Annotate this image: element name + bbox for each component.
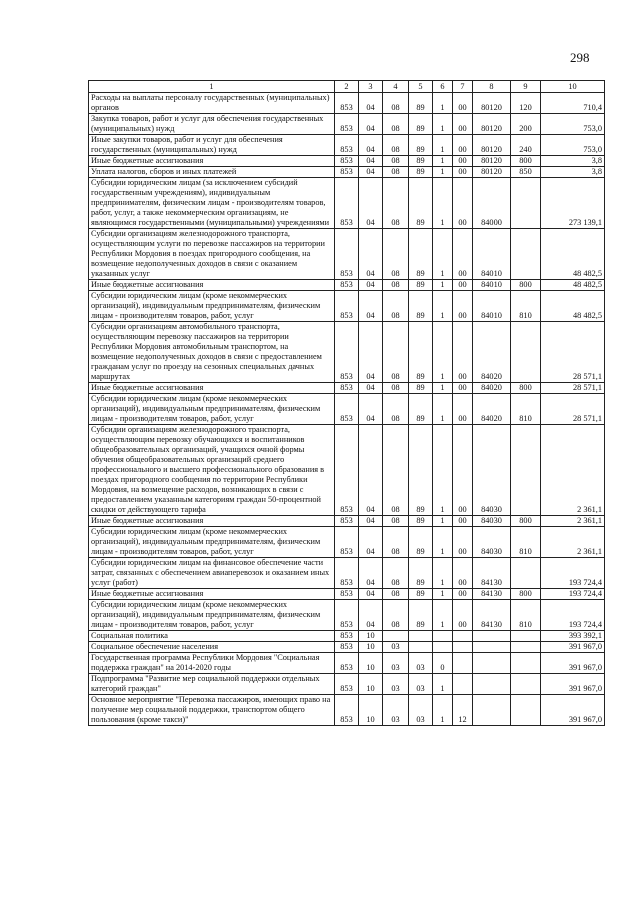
activity-cell (453, 674, 473, 695)
code-cell: 853 (335, 589, 359, 600)
program-cell: 03 (409, 653, 433, 674)
program-cell: 89 (409, 114, 433, 135)
code-cell: 853 (335, 135, 359, 156)
subsection-cell: 08 (383, 322, 409, 383)
program-cell (409, 642, 433, 653)
subsection-cell: 03 (383, 642, 409, 653)
subsection-cell: 08 (383, 383, 409, 394)
section-cell: 04 (359, 178, 383, 229)
activity-cell (453, 653, 473, 674)
section-cell: 04 (359, 114, 383, 135)
program-cell: 03 (409, 674, 433, 695)
section-cell: 10 (359, 642, 383, 653)
subprogram-cell: 1 (433, 167, 453, 178)
activity-cell: 00 (453, 527, 473, 558)
row-name-cell: Субсидии организациям автомобильного транспорта, осуществляющим перевозку пассажиров на территории Республики Мордовия автомобильным транспортом, на возмещение недополученных доходов в связи с предоставлением гражданам услуг по проезду на сезонных специальных дачных маршрутах (89, 322, 335, 383)
table-row (89, 589, 605, 600)
amount-cell: 3,8 (541, 156, 605, 167)
table-row (89, 167, 605, 178)
section-cell: 04 (359, 394, 383, 425)
table-row (89, 600, 605, 631)
table-row (89, 558, 605, 589)
direction-cell (473, 695, 511, 726)
subprogram-cell: 1 (433, 291, 453, 322)
expense-type-cell (511, 322, 541, 383)
row-name-cell: Основное мероприятие "Перевозка пассажиров, имеющих право на получение мер социальной поддержки, транспортом общего пользования (кроме такси)" (89, 695, 335, 726)
table-row (89, 322, 605, 383)
section-cell: 04 (359, 135, 383, 156)
table-row (89, 516, 605, 527)
section-cell: 04 (359, 383, 383, 394)
activity-cell (453, 631, 473, 642)
subprogram-cell: 1 (433, 114, 453, 135)
row-name-cell: Социальное обеспечение населения (89, 642, 335, 653)
subprogram-cell: 1 (433, 135, 453, 156)
direction-cell: 84030 (473, 527, 511, 558)
amount-cell: 48 482,5 (541, 229, 605, 280)
column-header: 6 (433, 81, 453, 93)
expense-type-cell: 810 (511, 394, 541, 425)
activity-cell: 00 (453, 322, 473, 383)
section-cell: 04 (359, 167, 383, 178)
table-body (89, 93, 605, 726)
subprogram-cell: 1 (433, 229, 453, 280)
amount-cell: 193 724,4 (541, 589, 605, 600)
code-cell: 853 (335, 383, 359, 394)
expense-type-cell: 240 (511, 135, 541, 156)
direction-cell: 80120 (473, 167, 511, 178)
expense-type-cell: 120 (511, 93, 541, 114)
row-name-cell: Закупка товаров, работ и услуг для обеспечения государственных (муниципальных) нужд (89, 114, 335, 135)
code-cell: 853 (335, 114, 359, 135)
row-name-cell: Государственная программа Республики Мордовия "Социальная поддержка граждан" на 2014-2020 годы (89, 653, 335, 674)
row-name-cell: Расходы на выплаты персоналу государственных (муниципальных) органов (89, 93, 335, 114)
subsection-cell: 08 (383, 229, 409, 280)
table-row (89, 93, 605, 114)
direction-cell: 84130 (473, 600, 511, 631)
code-cell: 853 (335, 527, 359, 558)
direction-cell: 84030 (473, 425, 511, 516)
expense-type-cell: 810 (511, 527, 541, 558)
direction-cell (473, 674, 511, 695)
program-cell: 89 (409, 425, 433, 516)
row-name-cell: Субсидии юридическим лицам (кроме некоммерческих организаций), индивидуальным предпринимателям, физическим лицам - производителям товаров, работ, услуг (89, 394, 335, 425)
code-cell: 853 (335, 93, 359, 114)
table-row (89, 674, 605, 695)
table-row (89, 653, 605, 674)
section-cell: 04 (359, 322, 383, 383)
table-row (89, 114, 605, 135)
direction-cell: 84030 (473, 516, 511, 527)
amount-cell: 193 724,4 (541, 600, 605, 631)
section-cell: 04 (359, 229, 383, 280)
subsection-cell: 08 (383, 93, 409, 114)
section-cell: 10 (359, 631, 383, 642)
program-cell: 89 (409, 589, 433, 600)
code-cell: 853 (335, 516, 359, 527)
expense-type-cell: 800 (511, 516, 541, 527)
program-cell: 89 (409, 600, 433, 631)
amount-cell: 393 392,1 (541, 631, 605, 642)
code-cell: 853 (335, 695, 359, 726)
program-cell: 89 (409, 280, 433, 291)
table-row (89, 527, 605, 558)
code-cell: 853 (335, 674, 359, 695)
activity-cell: 00 (453, 135, 473, 156)
code-cell: 853 (335, 156, 359, 167)
budget-table (88, 80, 605, 726)
activity-cell: 00 (453, 558, 473, 589)
code-cell: 853 (335, 425, 359, 516)
row-name-cell: Иные бюджетные ассигнования (89, 383, 335, 394)
row-name-cell: Субсидии юридическим лицам на финансовое обеспечение части затрат, связанных с обеспечением авиаперевозок и оказанием иных услуг (работ) (89, 558, 335, 589)
section-cell: 04 (359, 600, 383, 631)
activity-cell: 12 (453, 695, 473, 726)
subsection-cell: 03 (383, 653, 409, 674)
activity-cell: 00 (453, 425, 473, 516)
expense-type-cell: 800 (511, 383, 541, 394)
subprogram-cell: 1 (433, 383, 453, 394)
amount-cell: 391 967,0 (541, 653, 605, 674)
expense-type-cell: 200 (511, 114, 541, 135)
direction-cell (473, 653, 511, 674)
amount-cell: 2 361,1 (541, 425, 605, 516)
direction-cell: 84020 (473, 394, 511, 425)
code-cell: 853 (335, 653, 359, 674)
row-name-cell: Субсидии юридическим лицам (кроме некоммерческих организаций), индивидуальным предпринимателям, физическим лицам - производителям товаров, работ, услуг (89, 291, 335, 322)
table-row (89, 229, 605, 280)
activity-cell: 00 (453, 383, 473, 394)
subprogram-cell: 1 (433, 425, 453, 516)
program-cell: 89 (409, 394, 433, 425)
row-name-cell: Субсидии юридическим лицам (за исключением субсидий государственным учреждениям), индивидуальным предпринимателям, физическим лицам - производителям товаров, работ, услуг, а также некоммерческим организациям, не являющимся государственными (муниципальными) учреждениями (89, 178, 335, 229)
column-header: 4 (383, 81, 409, 93)
column-header: 5 (409, 81, 433, 93)
table-row (89, 135, 605, 156)
expense-type-cell: 800 (511, 280, 541, 291)
table-row (89, 642, 605, 653)
subprogram-cell: 1 (433, 322, 453, 383)
expense-type-cell: 850 (511, 167, 541, 178)
subprogram-cell: 1 (433, 558, 453, 589)
subsection-cell: 08 (383, 167, 409, 178)
program-cell: 89 (409, 93, 433, 114)
amount-cell: 3,8 (541, 167, 605, 178)
table-row (89, 695, 605, 726)
table-row (89, 178, 605, 229)
subsection-cell: 08 (383, 527, 409, 558)
table-row (89, 425, 605, 516)
amount-cell: 48 482,5 (541, 280, 605, 291)
code-cell: 853 (335, 291, 359, 322)
expense-type-cell: 810 (511, 291, 541, 322)
subprogram-cell: 1 (433, 600, 453, 631)
amount-cell: 753,0 (541, 114, 605, 135)
subsection-cell: 08 (383, 178, 409, 229)
activity-cell: 00 (453, 178, 473, 229)
row-name-cell: Иные бюджетные ассигнования (89, 516, 335, 527)
subprogram-cell: 1 (433, 280, 453, 291)
subprogram-cell: 1 (433, 156, 453, 167)
subsection-cell: 08 (383, 425, 409, 516)
direction-cell: 80120 (473, 93, 511, 114)
direction-cell (473, 642, 511, 653)
table-header-row (89, 81, 605, 93)
table-row (89, 280, 605, 291)
direction-cell: 84010 (473, 229, 511, 280)
subsection-cell: 03 (383, 695, 409, 726)
subprogram-cell: 1 (433, 695, 453, 726)
subprogram-cell: 0 (433, 653, 453, 674)
column-header: 10 (541, 81, 605, 93)
row-name-cell: Иные бюджетные ассигнования (89, 280, 335, 291)
activity-cell (453, 642, 473, 653)
direction-cell (473, 631, 511, 642)
activity-cell: 00 (453, 600, 473, 631)
section-cell: 10 (359, 695, 383, 726)
column-header: 8 (473, 81, 511, 93)
subsection-cell: 03 (383, 674, 409, 695)
amount-cell: 391 967,0 (541, 642, 605, 653)
program-cell: 89 (409, 167, 433, 178)
section-cell: 04 (359, 280, 383, 291)
expense-type-cell (511, 631, 541, 642)
subprogram-cell (433, 631, 453, 642)
code-cell: 853 (335, 600, 359, 631)
amount-cell: 391 967,0 (541, 674, 605, 695)
code-cell: 853 (335, 229, 359, 280)
activity-cell: 00 (453, 229, 473, 280)
program-cell: 89 (409, 229, 433, 280)
section-cell: 10 (359, 653, 383, 674)
amount-cell: 2 361,1 (541, 527, 605, 558)
activity-cell: 00 (453, 93, 473, 114)
column-header: 7 (453, 81, 473, 93)
activity-cell: 00 (453, 280, 473, 291)
amount-cell: 753,0 (541, 135, 605, 156)
code-cell: 853 (335, 631, 359, 642)
table-row (89, 631, 605, 642)
section-cell: 04 (359, 425, 383, 516)
subprogram-cell: 1 (433, 178, 453, 229)
section-cell: 04 (359, 589, 383, 600)
program-cell: 89 (409, 527, 433, 558)
amount-cell: 2 361,1 (541, 516, 605, 527)
section-cell: 10 (359, 674, 383, 695)
code-cell: 853 (335, 558, 359, 589)
program-cell: 03 (409, 695, 433, 726)
program-cell: 89 (409, 516, 433, 527)
column-header: 2 (335, 81, 359, 93)
column-header: 3 (359, 81, 383, 93)
expense-type-cell (511, 229, 541, 280)
subsection-cell: 08 (383, 394, 409, 425)
code-cell: 853 (335, 642, 359, 653)
amount-cell: 28 571,1 (541, 383, 605, 394)
subsection-cell: 08 (383, 280, 409, 291)
subprogram-cell: 1 (433, 516, 453, 527)
activity-cell: 00 (453, 114, 473, 135)
row-name-cell: Социальная политика (89, 631, 335, 642)
table-row (89, 394, 605, 425)
row-name-cell: Иные закупки товаров, работ и услуг для обеспечения государственных (муниципальных) нужд (89, 135, 335, 156)
direction-cell: 84130 (473, 589, 511, 600)
direction-cell: 84130 (473, 558, 511, 589)
program-cell: 89 (409, 383, 433, 394)
code-cell: 853 (335, 167, 359, 178)
activity-cell: 00 (453, 589, 473, 600)
expense-type-cell (511, 642, 541, 653)
direction-cell: 84010 (473, 291, 511, 322)
column-header: 1 (89, 81, 335, 93)
row-name-cell: Иные бюджетные ассигнования (89, 589, 335, 600)
code-cell: 853 (335, 178, 359, 229)
section-cell: 04 (359, 156, 383, 167)
table-row (89, 156, 605, 167)
activity-cell: 00 (453, 394, 473, 425)
subprogram-cell (433, 642, 453, 653)
direction-cell: 84010 (473, 280, 511, 291)
subsection-cell: 08 (383, 291, 409, 322)
row-name-cell: Подпрограмма "Развитие мер социальной поддержки отдельных категорий граждан" (89, 674, 335, 695)
subsection-cell: 08 (383, 558, 409, 589)
direction-cell: 80120 (473, 156, 511, 167)
expense-type-cell (511, 558, 541, 589)
section-cell: 04 (359, 527, 383, 558)
table-row (89, 291, 605, 322)
subsection-cell: 08 (383, 589, 409, 600)
expense-type-cell: 810 (511, 600, 541, 631)
subprogram-cell: 1 (433, 93, 453, 114)
direction-cell: 84020 (473, 383, 511, 394)
code-cell: 853 (335, 394, 359, 425)
subprogram-cell: 1 (433, 527, 453, 558)
expense-type-cell (511, 425, 541, 516)
subprogram-cell: 1 (433, 674, 453, 695)
activity-cell: 00 (453, 291, 473, 322)
activity-cell: 00 (453, 156, 473, 167)
direction-cell: 80120 (473, 114, 511, 135)
program-cell: 89 (409, 291, 433, 322)
amount-cell: 48 482,5 (541, 291, 605, 322)
row-name-cell: Субсидии организациям железнодорожного транспорта, осуществляющим перевозку обучающихся и воспитанников общеобразовательных организаций, учащихся очной формы обучения общеобразовательных организаций среднего профессионального и высшего профессионального образования в поездах пригородного сообщения по территории Республики Мордовия, на возмещение расходов, возникающих в связи с предоставлением указанным категориям граждан 50-процентной скидки от действующего тарифа (89, 425, 335, 516)
amount-cell: 28 571,1 (541, 394, 605, 425)
section-cell: 04 (359, 93, 383, 114)
row-name-cell: Уплата налогов, сборов и иных платежей (89, 167, 335, 178)
subprogram-cell: 1 (433, 589, 453, 600)
expense-type-cell (511, 178, 541, 229)
expense-type-cell: 800 (511, 589, 541, 600)
section-cell: 04 (359, 291, 383, 322)
column-header: 9 (511, 81, 541, 93)
subsection-cell: 08 (383, 600, 409, 631)
program-cell: 89 (409, 178, 433, 229)
table-row (89, 383, 605, 394)
subsection-cell: 08 (383, 516, 409, 527)
expense-type-cell (511, 653, 541, 674)
row-name-cell: Иные бюджетные ассигнования (89, 156, 335, 167)
program-cell: 89 (409, 135, 433, 156)
subsection-cell: 08 (383, 114, 409, 135)
section-cell: 04 (359, 516, 383, 527)
program-cell: 89 (409, 322, 433, 383)
amount-cell: 273 139,1 (541, 178, 605, 229)
subsection-cell: 08 (383, 156, 409, 167)
expense-type-cell: 800 (511, 156, 541, 167)
program-cell (409, 631, 433, 642)
row-name-cell: Субсидии организациям железнодорожного транспорта, осуществляющим услуги по перевозке пассажиров на территории Республики Мордовия в поездах пригородного сообщения, на возмещение недополученных доходов в связи с оказанием указанных услуг (89, 229, 335, 280)
page-number: 298 (570, 50, 590, 65)
direction-cell: 80120 (473, 135, 511, 156)
amount-cell: 28 571,1 (541, 322, 605, 383)
activity-cell: 00 (453, 516, 473, 527)
code-cell: 853 (335, 280, 359, 291)
subprogram-cell: 1 (433, 394, 453, 425)
row-name-cell: Субсидии юридическим лицам (кроме некоммерческих организаций), индивидуальным предпринимателям, физическим лицам - производителям товаров, работ, услуг (89, 527, 335, 558)
direction-cell: 84000 (473, 178, 511, 229)
subsection-cell (383, 631, 409, 642)
expense-type-cell (511, 695, 541, 726)
direction-cell: 84020 (473, 322, 511, 383)
section-cell: 04 (359, 558, 383, 589)
amount-cell: 391 967,0 (541, 695, 605, 726)
subsection-cell: 08 (383, 135, 409, 156)
row-name-cell: Субсидии юридическим лицам (кроме некоммерческих организаций), индивидуальным предпринимателям, физическим лицам - производителям товаров, работ, услуг (89, 600, 335, 631)
expense-type-cell (511, 674, 541, 695)
program-cell: 89 (409, 156, 433, 167)
program-cell: 89 (409, 558, 433, 589)
code-cell: 853 (335, 322, 359, 383)
amount-cell: 193 724,4 (541, 558, 605, 589)
activity-cell: 00 (453, 167, 473, 178)
amount-cell: 710,4 (541, 93, 605, 114)
